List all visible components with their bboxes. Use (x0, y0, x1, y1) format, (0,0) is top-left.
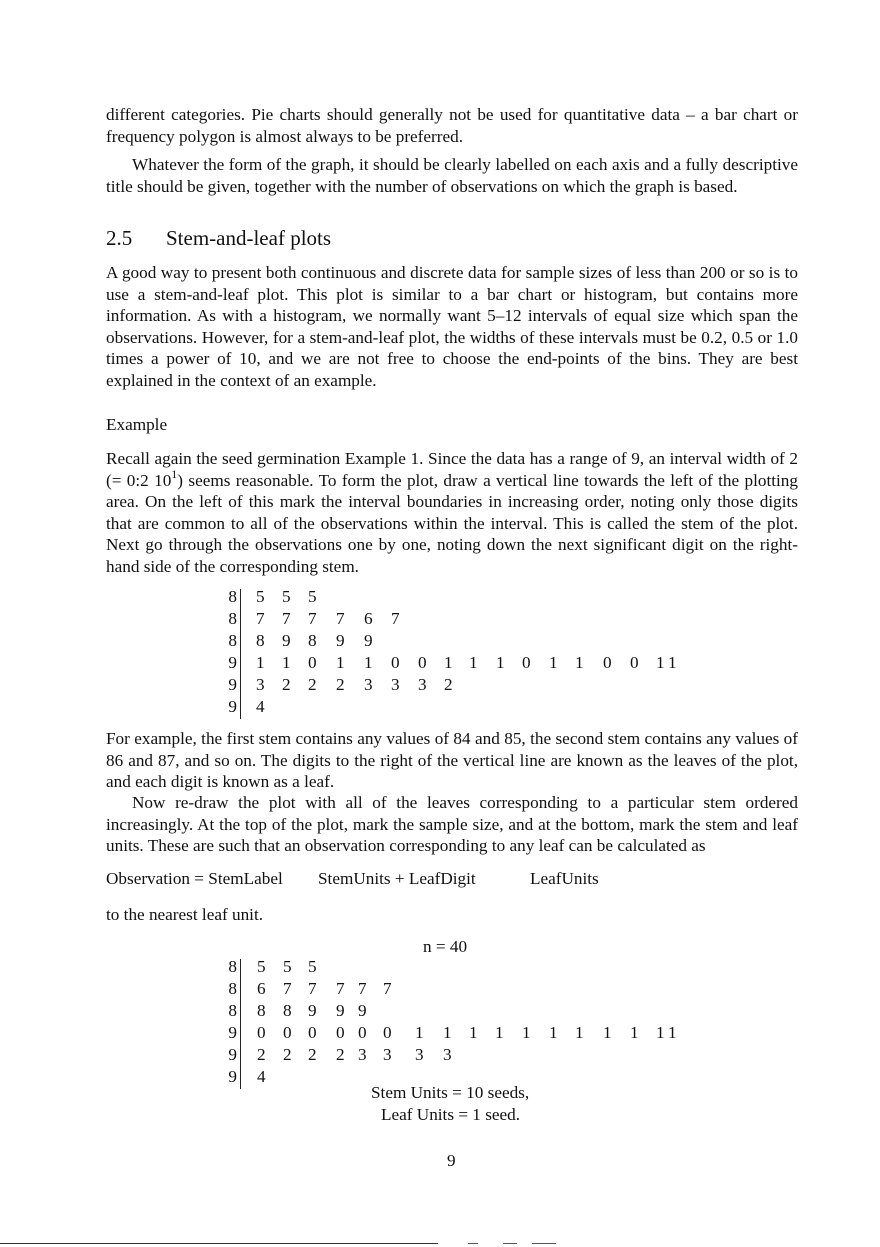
leaf-digit: 6 (257, 979, 266, 998)
footer-mark (468, 1243, 478, 1244)
stem-label: 9 (228, 1045, 237, 1064)
leaf-digit: 0 (308, 653, 317, 672)
leaf-digit: 7 (256, 609, 265, 628)
stem-label: 8 (228, 1001, 237, 1020)
stem-label: 9 (228, 675, 237, 694)
leaf-digit: 8 (257, 1001, 266, 1020)
leaf-units: Leaf Units = 1 seed. (381, 1105, 521, 1124)
leaf-digit: 1 (575, 1023, 584, 1042)
leaf-digit: 0 (630, 653, 639, 672)
leaf-digit: 2 (283, 1045, 292, 1064)
leaf-digit: 1 (575, 653, 584, 672)
leaf-digit: 8 (256, 631, 265, 650)
leaf-digit: 5 (308, 957, 317, 976)
leaf-digit: 7 (308, 609, 317, 628)
leaf-digit: 0 (283, 1023, 292, 1042)
stem-units: Stem Units = 10 seeds, (371, 1083, 530, 1102)
leaf-digit: 2 (336, 675, 345, 694)
leaf-digit: 0 (308, 1023, 317, 1042)
leaf-digit: 2 (336, 1045, 345, 1064)
sample-size: n = 40 (423, 937, 468, 956)
stem-label: 8 (228, 979, 237, 998)
paragraph-intro: A good way to present both continuous and discrete data for sample sizes of less than 200 or so is to use a stem-and-leaf plot. This plot is similar to a bar chart or histogram, but contains more information. As with a histogram, we normally want 5–12 intervals of equal size which span the observations. However, for a stem-and-leaf plot, the widths of these intervals must be 0.2, 0.5 or 1.0 times a power of 10, and we are not free to choose the end-points of the bins. They are best explained in the context of an example. (106, 263, 798, 390)
leaf-digit: 7 (391, 609, 400, 628)
leaf-digit: 1 (336, 653, 345, 672)
leaf-digit: 1 (495, 1023, 504, 1042)
footer-rule (0, 1243, 438, 1244)
leaf-digit: 1 (282, 653, 291, 672)
leaf-digit: 3 (415, 1045, 424, 1064)
leaf-digit: 0 (391, 653, 400, 672)
stem-label: 9 (228, 697, 237, 716)
leaf-digit: 1 (603, 1023, 612, 1042)
leaf-digit: 8 (308, 631, 317, 650)
formula-leaf-units: LeafUnits (530, 869, 599, 888)
paragraph-graph-labelling: Whatever the form of the graph, it should be clearly labelled on each axis and a fully descriptive title should be given, together with the number of observations on which the graph is based. (106, 155, 798, 196)
leaf-digit: 9 (336, 631, 345, 650)
leaf-digit: 1 (469, 1023, 478, 1042)
leaf-digit: 9 (364, 631, 373, 650)
leaf-digit: 1 (522, 1023, 531, 1042)
stem-label: 9 (228, 653, 237, 672)
formula-stem-term: StemUnits + LeafDigit (318, 869, 476, 888)
nearest-leaf-note: to the nearest leaf unit. (106, 905, 264, 924)
stem-label: 8 (228, 631, 237, 650)
stem-label: 8 (228, 957, 237, 976)
leaf-digit: 7 (383, 979, 392, 998)
paragraph-redraw: Now re-draw the plot with all of the leaves corresponding to a particular stem ordered increasingly. At the top of the plot, mark the sample size, and at the bottom, mark the stem and leaf units. These are such that an observation corresponding to any leaf can be calculated as (106, 793, 798, 855)
leaf-digit: 1 (549, 1023, 558, 1042)
stem-label: 8 (228, 609, 237, 628)
leaf-digit: 3 (418, 675, 427, 694)
leaf-digit: 1 (444, 653, 453, 672)
leaf-digit: 3 (256, 675, 265, 694)
stem-leaf-divider (240, 589, 241, 719)
leaf-digit: 7 (283, 979, 292, 998)
leaf-digit: 1 (496, 653, 505, 672)
stem-label: 9 (228, 1023, 237, 1042)
leaf-digit: 2 (257, 1045, 266, 1064)
leaf-digit: 5 (308, 587, 317, 606)
leaf-digit: 1 (656, 653, 665, 672)
leaf-digit: 5 (256, 587, 265, 606)
leaf-digit: 3 (391, 675, 400, 694)
leaf-digit: 2 (282, 675, 291, 694)
leaf-digit: 9 (308, 1001, 317, 1020)
leaf-digit: 1 (256, 653, 265, 672)
stem-label: 8 (228, 587, 237, 606)
leaf-digit: 1 (443, 1023, 452, 1042)
section-number: 2.5 (106, 226, 133, 250)
leaf-digit: 0 (336, 1023, 345, 1042)
leaf-digit: 7 (336, 609, 345, 628)
paragraph-pie-charts: different categories. Pie charts should generally not be used for quantitative data – a bar chart or frequency polygon is almost always to be preferred. (106, 105, 798, 146)
leaf-digit: 1 (469, 653, 478, 672)
leaf-digit: 7 (358, 979, 367, 998)
footer-mark (532, 1243, 556, 1244)
leaf-digit: 2 (308, 1045, 317, 1064)
leaf-digit: 9 (336, 1001, 345, 1020)
paragraph-example (106, 448, 798, 577)
leaf-digit: 3 (443, 1045, 452, 1064)
stem-label: 9 (228, 1067, 237, 1086)
leaf-digit: 0 (358, 1023, 367, 1042)
leaf-digit: 5 (257, 957, 266, 976)
leaf-digit: 4 (256, 697, 265, 716)
leaf-digit: 1 (630, 1023, 639, 1042)
section-heading (106, 226, 331, 251)
formula-observation: Observation = StemLabel (106, 869, 283, 888)
example-text-start: Recall again the seed germination Example 1. Since the data has a range of 9, an interval width of 2 (= 0:2 10 (106, 449, 798, 490)
leaf-digit: 2 (308, 675, 317, 694)
leaf-digit: 0 (257, 1023, 266, 1042)
example-superscript: 1 (171, 466, 178, 481)
leaf-digit: 1 (668, 1023, 677, 1042)
leaf-digit: 1 (549, 653, 558, 672)
leaf-digit: 9 (282, 631, 291, 650)
leaf-digit: 9 (358, 1001, 367, 1020)
leaf-digit: 3 (358, 1045, 367, 1064)
leaf-digit: 5 (283, 957, 292, 976)
leaf-digit: 0 (418, 653, 427, 672)
leaf-digit: 0 (383, 1023, 392, 1042)
leaf-digit: 7 (308, 979, 317, 998)
leaf-digit: 7 (282, 609, 291, 628)
leaf-digit: 5 (282, 587, 291, 606)
section-title: Stem-and-leaf plots (166, 226, 332, 250)
example-label: Example (106, 415, 168, 434)
leaf-digit: 1 (415, 1023, 424, 1042)
leaf-digit: 2 (444, 675, 453, 694)
page-number: 9 (447, 1151, 456, 1170)
leaf-digit: 1 (668, 653, 677, 672)
leaf-digit: 0 (522, 653, 531, 672)
example-text-end: ) seems reasonable. To form the plot, draw a vertical line towards the left of the plotting area. On the left of this mark the interval boundaries in increasing order, noting only those digits that are common to all of the observations within the interval. This is called the stem of the plot. Next go through the observations one by one, noting down the next significant digit on the right-hand side of the corresponding stem. (106, 470, 798, 576)
leaf-digit: 3 (364, 675, 373, 694)
leaf-digit: 6 (364, 609, 373, 628)
footer-mark (503, 1243, 517, 1244)
paragraph-leaves-explanation: For example, the first stem contains any values of 84 and 85, the second stem contains any values of 86 and 87, and so on. The digits to the right of the vertical line are known as the leaves of the plot, and each digit is known as a leaf. (106, 729, 798, 791)
leaf-digit: 3 (383, 1045, 392, 1064)
leaf-digit: 8 (283, 1001, 292, 1020)
stem-leaf-divider (240, 959, 241, 1089)
leaf-digit: 7 (336, 979, 345, 998)
leaf-digit: 4 (257, 1067, 266, 1086)
leaf-digit: 1 (656, 1023, 665, 1042)
leaf-digit: 1 (364, 653, 373, 672)
leaf-digit: 0 (603, 653, 612, 672)
